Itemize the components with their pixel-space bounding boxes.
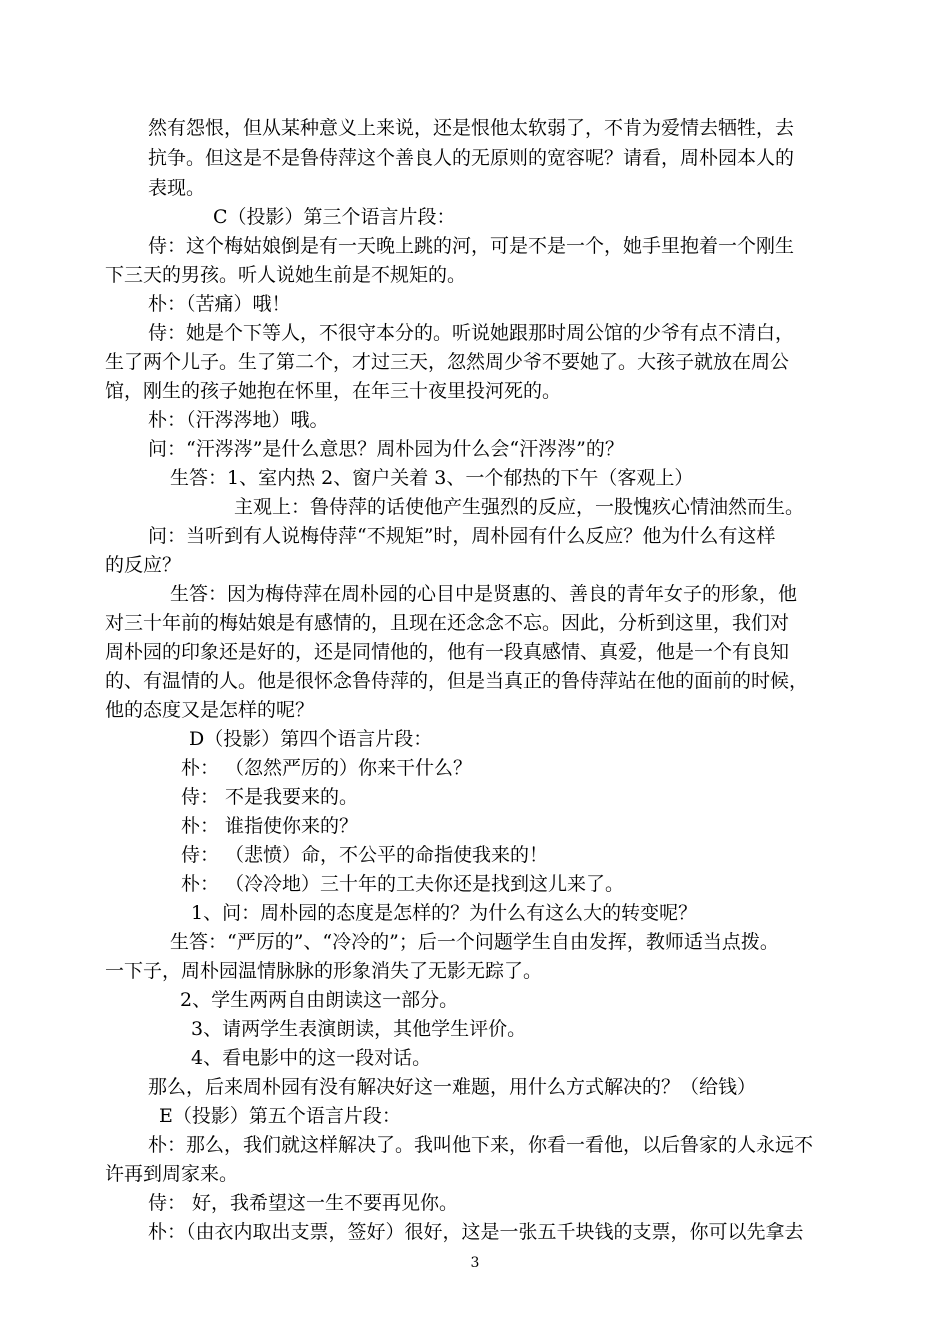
text-line: 他的态度又是怎样的呢？	[105, 699, 315, 721]
text-line: 表现。	[148, 177, 206, 199]
text-line: 朴： （冷冷地）三十年的工夫你还是找到这儿来了。	[181, 873, 625, 895]
text-line: 侍：这个梅姑娘倒是有一天晚上跳的河，可是不是一个，她手里抱着一个刚生	[148, 235, 795, 257]
text-line: 侍： 好，我希望这一生不要再见你。	[148, 1192, 459, 1214]
text-line: 馆，刚生的孩子她抱在怀里，在年三十夜里投河死的。	[105, 380, 562, 402]
text-line: 1、问：周朴园的态度是怎样的？为什么有这么大的转变呢？	[191, 902, 698, 924]
text-line: 朴： 谁指使你来的？	[181, 815, 359, 837]
text-line: 生答：因为梅侍萍在周朴园的心目中是贤惠的、善良的青年女子的形象，他	[170, 583, 798, 605]
text-line: 生答：1、室内热 2、窗户关着 3、一个郁热的下午（客观上）	[170, 467, 694, 489]
text-line: 抗争。但这是不是鲁侍萍这个善良人的无原则的宽容呢？请看，周朴园本人的	[148, 147, 795, 169]
text-line: 朴：（汗涔涔地）哦。	[148, 409, 329, 431]
text-line: 3、请两学生表演朗读，其他学生评价。	[191, 1018, 527, 1040]
text-line: 朴：那么，我们就这样解决了。我叫他下来，你看一看他，以后鲁家的人永远不	[148, 1134, 814, 1156]
section-heading: C（投影）第三个语言片段：	[213, 206, 456, 228]
text-line: 朴：（由衣内取出支票，签好）很好，这是一张五千块钱的支票，你可以先拿去	[148, 1221, 804, 1243]
page-number: 3	[470, 1255, 480, 1271]
text-line: 然有怨恨，但从某种意义上来说，还是恨他太软弱了，不肯为爱情去牺牲，去	[148, 117, 795, 139]
text-line: 侍： （悲愤）命，不公平的命指使我来的！	[181, 844, 549, 866]
text-line: 周朴园的印象还是好的，还是同情他的，他有一段真感情、真爱，他是一个有良知	[105, 641, 790, 663]
text-line: 生答：“严厉的”、“冷冷的”；后一个问题学生自由发挥，教师适当点拨。	[170, 931, 779, 953]
text-line: 的、有温情的人。他是很怀念鲁侍萍的，但是当真正的鲁侍萍站在他的面前的时候，	[105, 670, 809, 692]
text-line: 问：当听到有人说梅侍萍“不规矩”时，周朴园有什么反应？他为什么有这样	[148, 525, 776, 547]
text-line: 4、看电影中的这一段对话。	[191, 1047, 432, 1069]
text-line: 朴：（苦痛）哦！	[148, 293, 291, 315]
text-line: 生了两个儿子。生了第二个，才过三天，忽然周少爷不要她了。大孩子就放在周公	[105, 351, 790, 373]
text-line: 许再到周家来。	[105, 1163, 239, 1185]
text-line: 朴： （忽然严厉的）你来干什么？	[181, 757, 473, 779]
text-line: 对三十年前的梅姑娘是有感情的，且现在还念念不忘。因此，分析到这里，我们对	[105, 612, 790, 634]
text-line: 侍：她是个下等人，不很守本分的。听说她跟那时周公馆的少爷有点不清白，	[148, 322, 795, 344]
text-line: 2、学生两两自由朗读这一部分。	[180, 989, 459, 1011]
text-line: 主观上：鲁侍萍的话使他产生强烈的反应，一股愧疚心情油然而生。	[234, 496, 805, 518]
section-heading: D（投影）第四个语言片段：	[189, 728, 433, 750]
text-line: 一下子，周朴园温情脉脉的形象消失了无影无踪了。	[105, 960, 543, 982]
text-line: 那么，后来周朴园有没有解决好这一难题，用什么方式解决的？（给钱）	[148, 1076, 757, 1098]
section-heading: E（投影）第五个语言片段：	[159, 1105, 401, 1127]
text-line: 问：“汗涔涔”是什么意思？周朴园为什么会“汗涔涔”的？	[148, 438, 624, 460]
text-line: 下三天的男孩。听人说她生前是不规矩的。	[105, 264, 467, 286]
text-line: 的反应？	[105, 554, 182, 576]
text-line: 侍： 不是我要来的。	[181, 786, 359, 808]
